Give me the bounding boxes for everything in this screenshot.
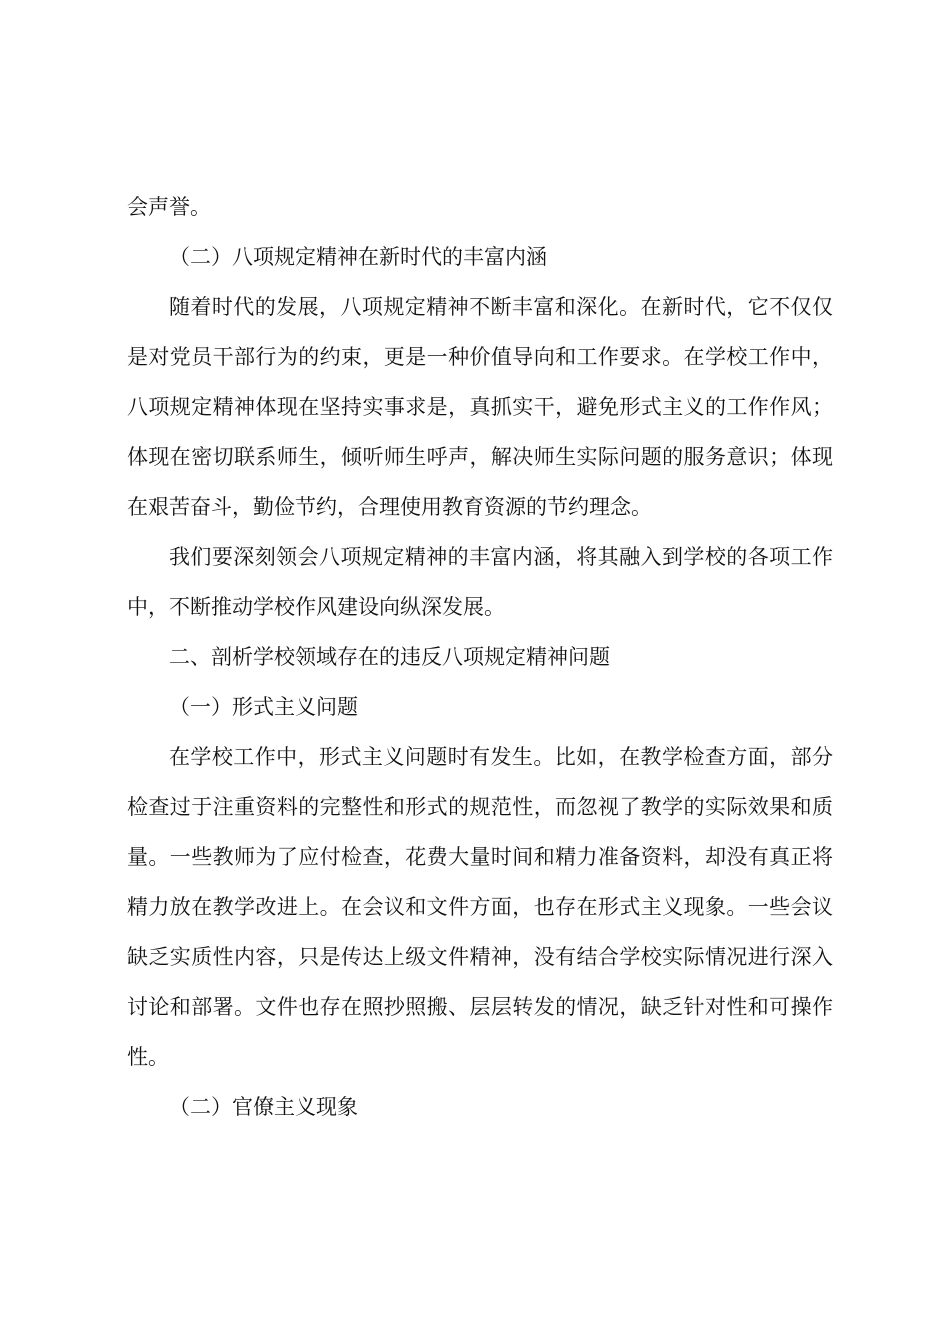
section-heading-formalism: （一）形式主义问题 [169,695,358,719]
document-body [127,182,833,1132]
continuation-text: 会声誉。 [127,195,211,219]
paragraph-new-era-meaning: 随着时代的发展，八项规定精神不断丰富和深化。在新时代，它不仅仅是对党员干部行为的约束，更是一种价值导向和工作要求。在学校工作中，八项规定精神体现在坚持实事求是，真抓实干，避免形式主义的工作作风；体现在密切联系师生，倾听师生呼声，解决师生实际问题的服务意识；体现在艰苦奋斗，勤俭节约，合理使用教育资源的节约理念。 [127,295,833,519]
paragraph-formalism: 在学校工作中，形式主义问题时有发生。比如，在教学检查方面，部分检查过于注重资料的完整性和形式的规范性，而忽视了教学的实际效果和质量。一些教师为了应付检查，花费大量时间和精力准备资料，却没有真正将精力放在教学改进上。在会议和文件方面，也存在形式主义现象。一些会议缺乏实质性内容，只是传达上级文件精神，没有结合学校实际情况进行深入讨论和部署。文件也存在照抄照搬、层层转发的情况，缺乏针对性和可操作性。 [127,745,833,1069]
section-heading-new-era: （二）八项规定精神在新时代的丰富内涵 [169,245,547,269]
paragraph-deep-understanding: 我们要深刻领会八项规定精神的丰富内涵，将其融入到学校的各项工作中，不断推动学校作风建设向纵深发展。 [127,545,833,619]
section-heading-bureaucratism: （二）官僚主义现象 [169,1095,358,1119]
chapter-heading-problems: 二、剖析学校领域存在的违反八项规定精神问题 [169,645,610,669]
